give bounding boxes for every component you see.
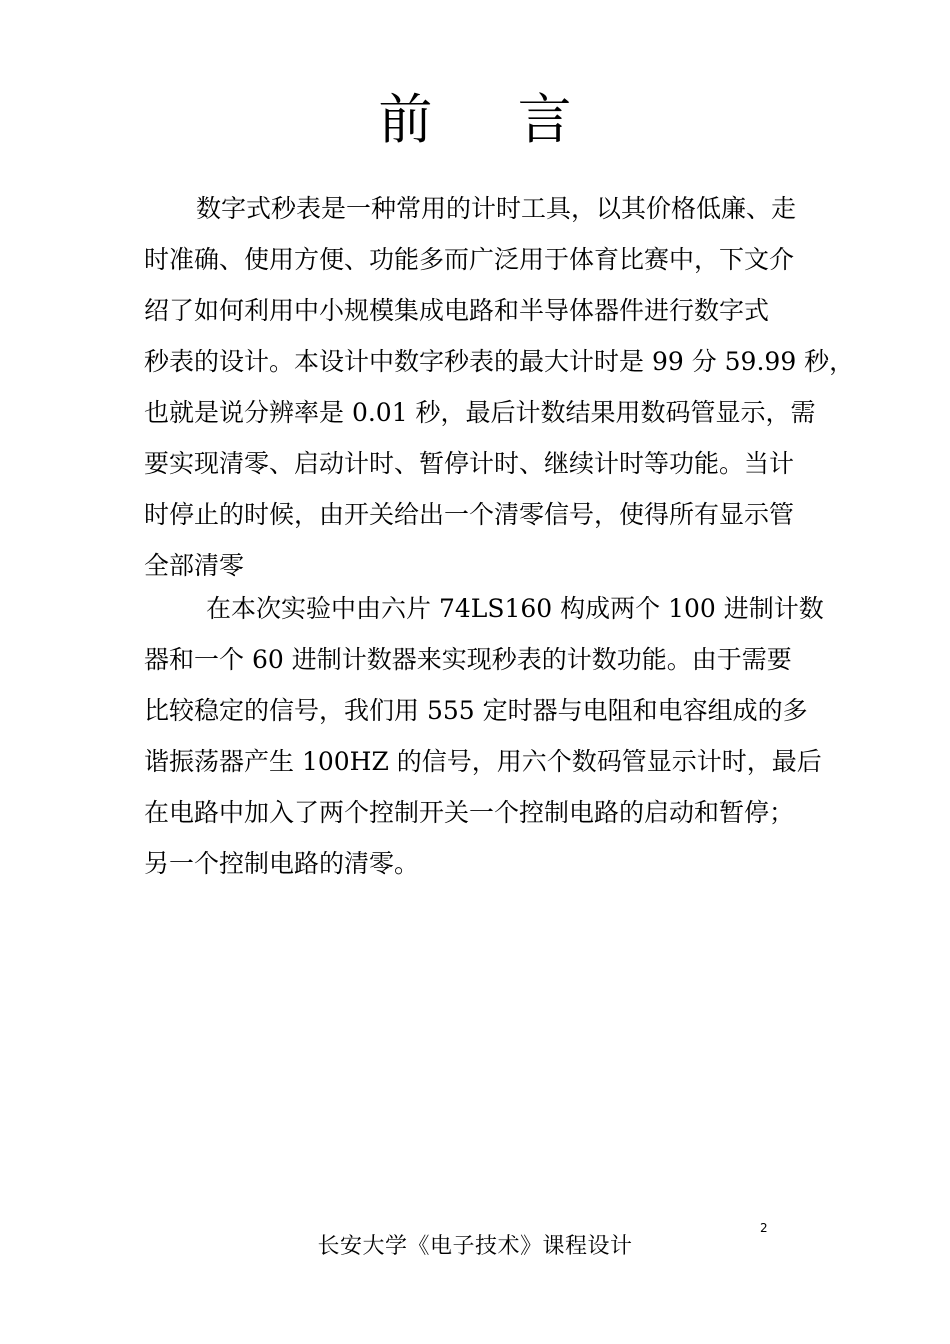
paragraph-line: 时停止的时候，由开关给出一个清零信号，使得所有显示管 <box>144 500 795 529</box>
paragraph-line: 绍了如何利用中小规模集成电路和半导体器件进行数字式 <box>144 296 770 325</box>
intro-paragraph-2 <box>144 583 824 889</box>
page-number: 2 <box>760 1221 768 1235</box>
page-title: 前 言 <box>378 88 606 151</box>
footer-text: 长安大学《电子技术》课程设计 <box>317 1234 633 1259</box>
paragraph-line: 另一个控制电路的清零。 <box>144 849 420 878</box>
paragraph-line: 谐振荡器产生 100HZ 的信号，用六个数码管显示计时，最后 <box>144 747 822 776</box>
paragraph-line: 在本次实验中由六片 74LS160 构成两个 100 进制计数 <box>206 594 824 623</box>
intro-paragraph-1 <box>144 183 855 591</box>
paragraph-line: 比较稳定的信号，我们用 555 定时器与电阻和电容组成的多 <box>144 696 808 725</box>
paragraph-line: 在电路中加入了两个控制开关一个控制电路的启动和暂停； <box>144 798 795 827</box>
paragraph-line: 全部清零 <box>144 551 245 580</box>
paragraph-line: 时准确、使用方便、功能多而广泛用于体育比赛中，下文介 <box>144 245 795 274</box>
paragraph-line: 器和一个 60 进制计数器来实现秒表的计数功能。由于需要 <box>144 645 792 674</box>
paragraph-line: 要实现清零、启动计时、暂停计时、继续计时等功能。当计 <box>144 449 795 478</box>
paragraph-line: 秒表的设计。本设计中数字秒表的最大计时是 99 分 59.99 秒， <box>144 347 855 376</box>
paragraph-line: 数字式秒表是一种常用的计时工具，以其价格低廉、走 <box>196 194 797 223</box>
paragraph-line: 也就是说分辨率是 0.01 秒，最后计数结果用数码管显示，需 <box>144 398 816 427</box>
